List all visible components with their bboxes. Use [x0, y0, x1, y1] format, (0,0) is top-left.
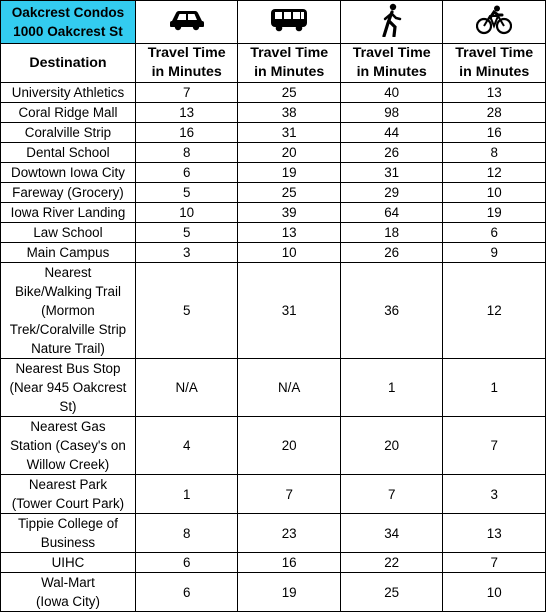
bus-header-cell [238, 1, 341, 44]
bike-time-cell: 28 [443, 103, 546, 123]
walk-time-cell: 22 [340, 553, 443, 573]
header-line: in Minutes [356, 64, 427, 80]
car-icon [169, 9, 205, 31]
walk-time-cell: 25 [340, 573, 443, 612]
table-row [1, 143, 546, 163]
car-time-cell: 5 [135, 223, 238, 243]
destination-line: (Tower Court Park) [11, 496, 125, 511]
header-line: Travel Time [352, 45, 431, 61]
bike-time-cell: 7 [443, 553, 546, 573]
table-row [1, 83, 546, 103]
walk-time-cell: 1 [340, 359, 443, 417]
destination-cell [1, 83, 136, 103]
bus-time-cell: 39 [238, 203, 341, 223]
destination-cell [1, 243, 136, 263]
table-row [1, 203, 546, 223]
destination-line: Nearest Park [28, 477, 108, 492]
destination-cell [1, 143, 136, 163]
bus-time-cell: 19 [238, 573, 341, 612]
destination-cell [1, 417, 136, 475]
destination-line: (Iowa City) [35, 594, 100, 609]
destination-cell [1, 573, 136, 612]
bike-time-cell: 6 [443, 223, 546, 243]
bike-time-cell: 8 [443, 143, 546, 163]
bike-header-cell [443, 1, 546, 44]
bicycle-icon [476, 5, 512, 35]
bus-time-cell: 25 [238, 183, 341, 203]
destination-cell [1, 475, 136, 514]
destination-line: (Near 945 Oakcrest [9, 380, 127, 395]
car-time-cell: 5 [135, 183, 238, 203]
bus-time-cell: 20 [238, 143, 341, 163]
bike-time-cell: 10 [443, 183, 546, 203]
bus-time-cell: N/A [238, 359, 341, 417]
destination-line: Nearest [44, 265, 92, 280]
destination-line: Coral Ridge Mall [18, 105, 118, 120]
table-row [1, 163, 546, 183]
car-time-cell: 6 [135, 573, 238, 612]
label-header-row [1, 44, 546, 83]
bike-time-cell: 3 [443, 475, 546, 514]
destination-line: Law School [33, 225, 103, 240]
destination-line: Fareway (Grocery) [12, 185, 124, 200]
header-line: in Minutes [254, 64, 325, 80]
car-time-header [135, 44, 238, 83]
destination-line: Nature Trail) [31, 341, 105, 356]
destination-cell [1, 553, 136, 573]
bus-time-cell: 16 [238, 553, 341, 573]
bus-time-cell: 31 [238, 263, 341, 359]
bike-time-header [443, 44, 546, 83]
walk-time-cell: 36 [340, 263, 443, 359]
car-time-cell: 10 [135, 203, 238, 223]
table-row [1, 573, 546, 612]
bike-time-cell: 13 [443, 514, 546, 553]
car-header-cell [135, 1, 238, 44]
walk-time-cell: 98 [340, 103, 443, 123]
walk-time-cell: 20 [340, 417, 443, 475]
destination-line: Bike/Walking Trail [15, 284, 121, 299]
property-name: Oakcrest Condos [11, 5, 125, 20]
car-time-cell: 4 [135, 417, 238, 475]
car-time-cell: 7 [135, 83, 238, 103]
bike-time-cell: 12 [443, 263, 546, 359]
bus-time-cell: 13 [238, 223, 341, 243]
car-time-cell: 8 [135, 514, 238, 553]
bus-icon [270, 7, 308, 33]
bus-time-cell: 10 [238, 243, 341, 263]
destination-cell [1, 183, 136, 203]
table-row [1, 103, 546, 123]
destination-line: (Mormon [41, 303, 95, 318]
destination-cell [1, 103, 136, 123]
bike-time-cell: 12 [443, 163, 546, 183]
walk-time-cell: 31 [340, 163, 443, 183]
walk-time-cell: 26 [340, 243, 443, 263]
table-row [1, 475, 546, 514]
walk-time-cell: 7 [340, 475, 443, 514]
table-row [1, 359, 546, 417]
table-row [1, 123, 546, 143]
destination-line: Business [40, 535, 96, 550]
car-time-cell: 8 [135, 143, 238, 163]
bike-time-cell: 19 [443, 203, 546, 223]
property-title-cell [1, 1, 136, 44]
car-time-cell: 16 [135, 123, 238, 143]
bike-time-cell: 10 [443, 573, 546, 612]
bike-time-cell: 1 [443, 359, 546, 417]
bus-time-header [238, 44, 341, 83]
walk-time-cell: 34 [340, 514, 443, 553]
bus-time-cell: 38 [238, 103, 341, 123]
header-line: in Minutes [459, 64, 530, 80]
table-row [1, 417, 546, 475]
destination-cell [1, 203, 136, 223]
bike-time-cell: 13 [443, 83, 546, 103]
bus-time-cell: 7 [238, 475, 341, 514]
destination-line: Nearest Bus Stop [15, 361, 121, 376]
destination-cell [1, 223, 136, 243]
bike-time-cell: 9 [443, 243, 546, 263]
destination-line: Trek/Coralville Strip [9, 322, 127, 337]
bus-time-cell: 25 [238, 83, 341, 103]
header-line: Travel Time [455, 45, 534, 61]
destination-line: UIHC [51, 555, 85, 570]
destination-line: Nearest Gas [30, 419, 106, 434]
car-time-cell: 3 [135, 243, 238, 263]
destination-line: Willow Creek) [26, 457, 110, 472]
destination-cell [1, 359, 136, 417]
walk-time-cell: 18 [340, 223, 443, 243]
bus-time-cell: 23 [238, 514, 341, 553]
bike-time-cell: 16 [443, 123, 546, 143]
walk-time-cell: 64 [340, 203, 443, 223]
car-time-cell: 13 [135, 103, 238, 123]
icon-header-row [1, 1, 546, 44]
destination-header: Destination [1, 44, 136, 83]
destination-cell [1, 123, 136, 143]
walk-time-cell: 40 [340, 83, 443, 103]
bus-time-cell: 31 [238, 123, 341, 143]
table-row [1, 243, 546, 263]
table-row [1, 183, 546, 203]
destination-line: Main Campus [26, 245, 110, 260]
destination-cell [1, 514, 136, 553]
car-time-cell: 6 [135, 553, 238, 573]
destination-cell [1, 263, 136, 359]
car-time-cell: 5 [135, 263, 238, 359]
bus-time-cell: 20 [238, 417, 341, 475]
bike-time-cell: 7 [443, 417, 546, 475]
walk-header-cell [340, 1, 443, 44]
destination-line: Station (Casey's on [10, 438, 126, 453]
destination-line: University Athletics [11, 85, 125, 100]
destination-cell [1, 163, 136, 183]
header-line: in Minutes [151, 64, 222, 80]
destination-line: Dowtown Iowa City [11, 165, 125, 180]
destination-line: Iowa River Landing [10, 205, 126, 220]
car-time-cell: N/A [135, 359, 238, 417]
header-line: Travel Time [147, 45, 226, 61]
walking-person-icon [380, 3, 404, 37]
destination-line: Coralville Strip [24, 125, 112, 140]
car-time-cell: 1 [135, 475, 238, 514]
table-row [1, 223, 546, 243]
property-address: 1000 Oakcrest St [13, 24, 123, 39]
walk-time-header [340, 44, 443, 83]
table-row [1, 553, 546, 573]
destination-line: Dental School [26, 145, 110, 160]
destination-line: Wal-Mart [41, 575, 95, 590]
table-row [1, 263, 546, 359]
walk-time-cell: 44 [340, 123, 443, 143]
walk-time-cell: 26 [340, 143, 443, 163]
header-line: Travel Time [250, 45, 329, 61]
table-row [1, 514, 546, 553]
destination-line: St) [59, 399, 77, 414]
car-time-cell: 6 [135, 163, 238, 183]
destination-line: Tippie College of [17, 516, 118, 531]
bus-time-cell: 19 [238, 163, 341, 183]
walk-time-cell: 29 [340, 183, 443, 203]
